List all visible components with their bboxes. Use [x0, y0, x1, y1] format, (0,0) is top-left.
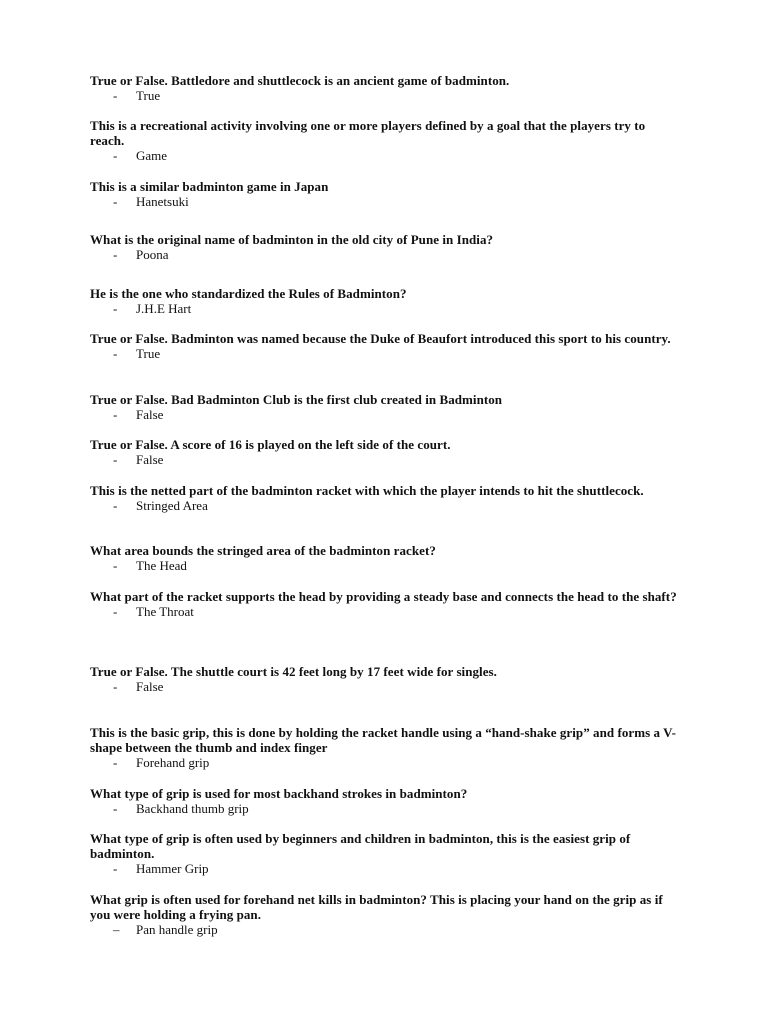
answer-text: J.H.E Hart: [136, 301, 192, 316]
question-text: True or False. Badminton was named because the Duke of Beaufort introduced this sport to his country.: [90, 331, 671, 346]
qa-item: [90, 483, 680, 513]
qa-item: [90, 73, 680, 103]
answer-line: [90, 861, 680, 876]
answer-text: Hammer Grip: [136, 861, 209, 876]
bullet-dash: -: [113, 148, 118, 163]
question-text: True or False. A score of 16 is played on the left side of the court.: [90, 437, 451, 452]
answer-line: [90, 922, 680, 937]
qa-item: [90, 831, 680, 876]
bullet-dash: -: [113, 247, 118, 262]
bullet-dash: -: [113, 194, 118, 209]
answer-text: Stringed Area: [136, 498, 208, 513]
answer-text: False: [136, 407, 164, 422]
bullet-dash: -: [113, 407, 118, 422]
answer-line: [90, 247, 680, 262]
question-text: What area bounds the stringed area of the badminton racket?: [90, 543, 436, 558]
qa-item: [90, 786, 680, 816]
qa-item: [90, 543, 680, 573]
qa-item: [90, 892, 680, 937]
answer-line: [90, 755, 680, 770]
bullet-dash: -: [113, 301, 118, 316]
bullet-dash: -: [113, 498, 118, 513]
answer-line: [90, 346, 680, 361]
question-text: True or False. The shuttle court is 42 feet long by 17 feet wide for singles.: [90, 664, 497, 679]
answer-text: Game: [136, 148, 168, 163]
qa-item: [90, 392, 680, 422]
question-text: What part of the racket supports the head by providing a steady base and connects the head to the shaft?: [90, 589, 677, 604]
answer-text: Forehand grip: [136, 755, 210, 770]
bullet-dash: -: [113, 558, 118, 573]
answer-line: [90, 148, 680, 163]
question-text: What is the original name of badminton in the old city of Pune in India?: [90, 232, 494, 247]
qa-item: [90, 589, 680, 619]
bullet-dash: -: [113, 88, 118, 103]
answer-text: Hanetsuki: [136, 194, 189, 209]
answer-text: False: [136, 452, 164, 467]
answer-line: [90, 88, 680, 103]
answer-line: [90, 194, 680, 209]
question-text: True or False. Battledore and shuttlecock is an ancient game of badminton.: [90, 73, 510, 88]
question-text: What type of grip is often used by beginners and children in badminton, this is the easiest grip of badminton.: [90, 831, 631, 861]
question-text: True or False. Bad Badminton Club is the first club created in Badminton: [90, 392, 503, 407]
answer-line: [90, 604, 680, 619]
answer-text: Backhand thumb grip: [136, 801, 249, 816]
answer-text: Poona: [136, 247, 169, 262]
question-text: This is the basic grip, this is done by holding the racket handle using a “hand-shake grip” and forms a V-shape between the thumb and index finger: [90, 725, 676, 755]
answer-text: True: [136, 346, 161, 361]
qa-item: [90, 437, 680, 467]
question-text: This is a recreational activity involving one or more players defined by a goal that the players try to reach.: [90, 118, 646, 148]
qa-item: [90, 118, 680, 163]
answer-text: The Throat: [136, 604, 194, 619]
answer-line: [90, 301, 680, 316]
bullet-dash: -: [113, 861, 118, 876]
qa-item: [90, 232, 680, 262]
answer-text: True: [136, 88, 161, 103]
answer-text: Pan handle grip: [136, 922, 218, 937]
qa-item: [90, 664, 680, 694]
answer-line: [90, 498, 680, 513]
bullet-dash: -: [113, 801, 118, 816]
bullet-dash: -: [113, 452, 118, 467]
answer-text: False: [136, 679, 164, 694]
answer-line: [90, 407, 680, 422]
bullet-dash: -: [113, 679, 118, 694]
qa-item: [90, 725, 680, 770]
answer-line: [90, 558, 680, 573]
answer-line: [90, 801, 680, 816]
qa-item: [90, 179, 680, 209]
question-text: This is a similar badminton game in Japan: [90, 179, 329, 194]
question-text: What type of grip is used for most backhand strokes in badminton?: [90, 786, 468, 801]
bullet-dash: -: [113, 604, 118, 619]
qa-item: [90, 286, 680, 316]
bullet-dash: –: [113, 922, 120, 937]
question-text: He is the one who standardized the Rules of Badminton?: [90, 286, 407, 301]
answer-line: [90, 452, 680, 467]
bullet-dash: -: [113, 346, 118, 361]
answer-text: The Head: [136, 558, 187, 573]
bullet-dash: -: [113, 755, 118, 770]
question-text: What grip is often used for forehand net kills in badminton? This is placing your hand on the grip as if you were holding a frying pan.: [90, 892, 663, 922]
question-text: This is the netted part of the badminton racket with which the player intends to hit the shuttlecock.: [90, 483, 644, 498]
answer-line: [90, 679, 680, 694]
qa-item: [90, 331, 680, 361]
